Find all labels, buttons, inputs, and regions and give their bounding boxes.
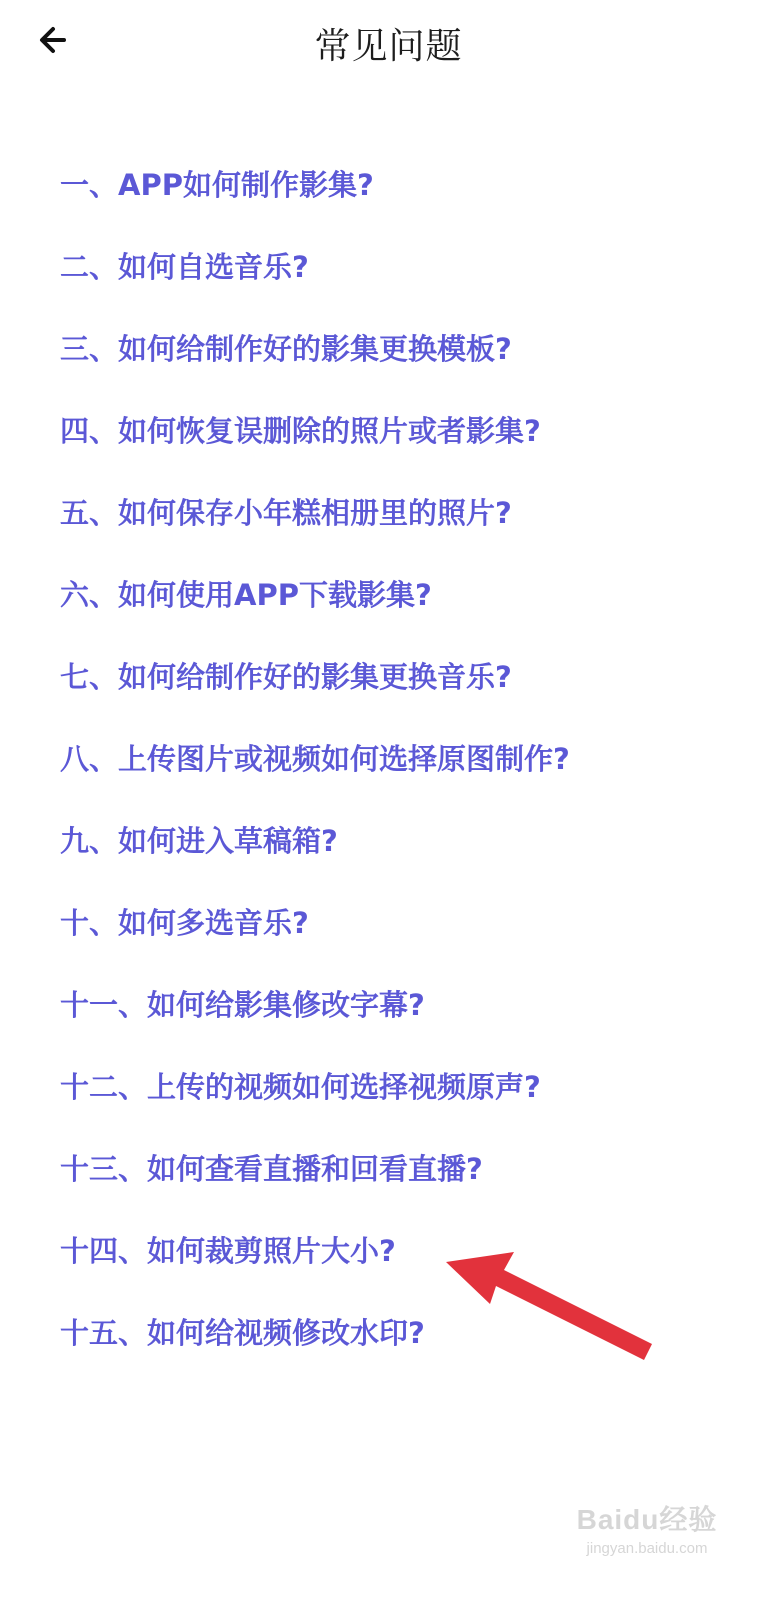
page-title: 常见问题 bbox=[314, 26, 463, 67]
faq-item-14[interactable]: 十四、如何裁剪照片大小? bbox=[60, 1233, 396, 1268]
faq-item-13[interactable]: 十三、如何查看直播和回看直播? bbox=[60, 1151, 483, 1186]
top-bar bbox=[0, 0, 777, 86]
baidu-watermark bbox=[567, 1498, 727, 1572]
faq-list bbox=[60, 142, 750, 1372]
faq-item-3[interactable]: 三、如何给制作好的影集更换模板? bbox=[60, 331, 512, 366]
watermark-brand: Baidu经验 bbox=[576, 1504, 718, 1535]
faq-item-9[interactable]: 九、如何进入草稿箱? bbox=[60, 823, 338, 858]
faq-item-1[interactable]: 一、APP如何制作影集? bbox=[60, 167, 374, 202]
watermark-url: jingyan.baidu.com bbox=[586, 1540, 708, 1557]
faq-item-8[interactable]: 八、上传图片或视频如何选择原图制作? bbox=[60, 741, 570, 776]
faq-item-11[interactable]: 十一、如何给影集修改字幕? bbox=[60, 987, 425, 1022]
faq-item-6[interactable]: 六、如何使用APP下载影集? bbox=[60, 577, 432, 612]
faq-item-5[interactable]: 五、如何保存小年糕相册里的照片? bbox=[60, 495, 512, 530]
faq-item-2[interactable]: 二、如何自选音乐? bbox=[60, 249, 309, 284]
faq-item-4[interactable]: 四、如何恢复误删除的照片或者影集? bbox=[60, 413, 541, 448]
faq-item-15[interactable]: 十五、如何给视频修改水印? bbox=[60, 1315, 425, 1350]
faq-item-10[interactable]: 十、如何多选音乐? bbox=[60, 905, 309, 940]
faq-item-7[interactable]: 七、如何给制作好的影集更换音乐? bbox=[60, 659, 512, 694]
faq-item-12[interactable]: 十二、上传的视频如何选择视频原声? bbox=[60, 1069, 541, 1104]
red-arrow-annotation bbox=[430, 1240, 660, 1360]
